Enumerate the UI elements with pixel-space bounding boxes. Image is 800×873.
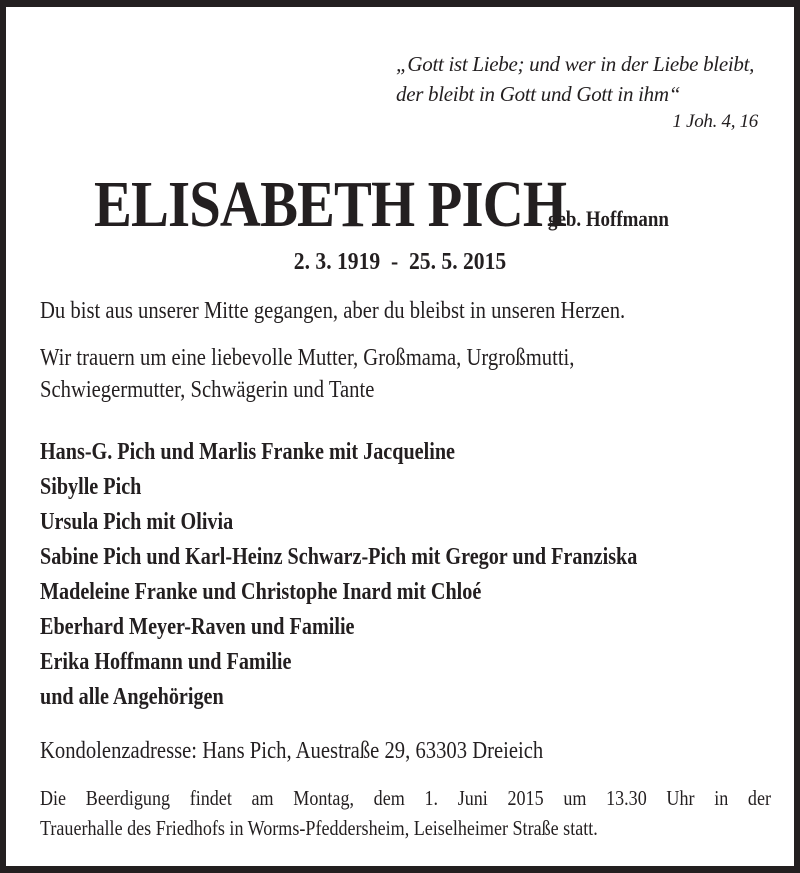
intro-text: Du bist aus unserer Mitte gegangen, aber du bleibst in unseren Herzen.: [40, 298, 626, 324]
mourner-item: Madeleine Franke und Christophe Inard mit Chloé: [40, 579, 482, 605]
mourning-line-1: Wir trauern um eine liebevolle Mutter, Großmama, Urgroßmutti,: [40, 345, 575, 371]
quote-reference: 1 Joh. 4, 16: [672, 111, 758, 132]
mourner-item: und alle Angehörigen: [40, 684, 224, 710]
condolence-address: Kondolenzadresse: Hans Pich, Auestraße 29, 63303 Dreieich: [40, 738, 544, 764]
funeral-line-2: Trauerhalle des Friedhofs in Worms-Pfeddersheim, Leiselheimer Straße statt.: [40, 816, 598, 840]
quote-line-2: der bleibt in Gott und Gott in ihm“: [396, 82, 681, 106]
quote-line-1: „Gott ist Liebe; und wer in der Liebe bleibt,: [396, 52, 755, 76]
obituary-notice: [6, 7, 794, 866]
bible-quote: [396, 49, 766, 132]
mourner-item: Erika Hoffmann und Familie: [40, 649, 292, 675]
deceased-heading: [94, 169, 695, 241]
mourner-item: Ursula Pich mit Olivia: [40, 509, 234, 535]
life-dates: 2. 3. 1919 - 25. 5. 2015: [293, 249, 507, 275]
mourner-item: Sibylle Pich: [40, 474, 142, 500]
mourning-text: [40, 342, 574, 406]
deceased-name: ELISABETH PICH: [94, 168, 567, 241]
mourning-line-2: Schwiegermutter, Schwägerin und Tante: [40, 377, 375, 403]
mourner-item: Eberhard Meyer-Raven und Familie: [40, 614, 355, 640]
funeral-line-1: Die Beerdigung findet am Montag, dem 1. Juni 2015 um 13.30 Uhr in der: [40, 786, 771, 810]
mourner-item: Sabine Pich und Karl-Heinz Schwarz-Pich mit Gregor und Franziska: [40, 544, 638, 570]
maiden-name: geb. Hoffmann: [548, 206, 669, 231]
funeral-notice: [40, 783, 771, 843]
mourner-item: Hans-G. Pich und Marlis Franke mit Jacqueline: [40, 439, 455, 465]
mourners-list: [40, 435, 637, 715]
